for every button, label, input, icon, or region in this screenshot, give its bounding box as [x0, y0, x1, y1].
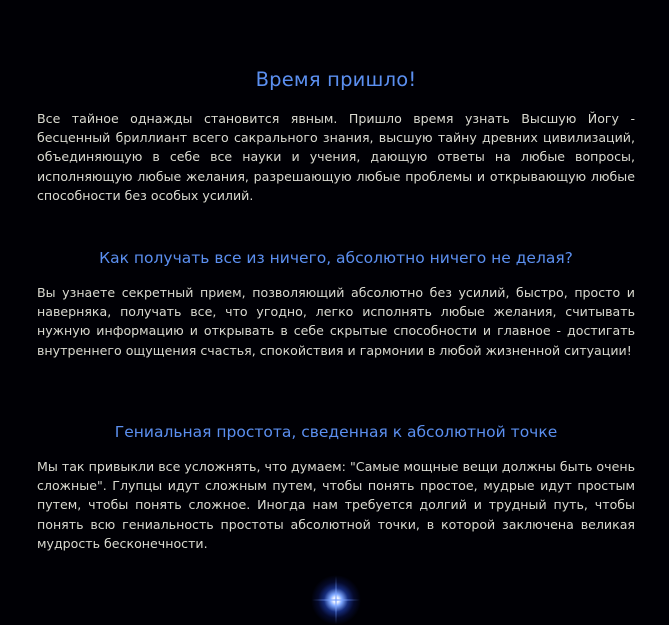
section-paragraph-nothing: Вы узнаете секретный прием, позволяющий абсолютно без усилий, быстро, просто и наверняка, получать все, что угодно, легко исполнять любые желания, считывать нужную информацию и открывать в себе скрытые способности и главное - достигать внутреннего ощущения счастья, спокойствия и гармонии в любой жизненной ситуации!	[37, 285, 635, 358]
glowing-star-icon	[311, 575, 361, 625]
section-paragraph-simplicity: Мы так привыкли все усложнять, что думаем: "Самые мощные вещи должны быть очень сложные". Глупцы идут сложным путем, чтобы понять простое, мудрые идут простым путем, чтобы понять сложное. Иногда нам требуется долгий и трудный путь, чтобы понять всю гениальность простоты абсолютной точки, в которой заключена великая мудрость бесконечности.	[37, 459, 635, 551]
section-heading-nothing: Как получать все из ничего, абсолютно ничего не делая?	[99, 249, 573, 267]
page-title: Время пришло!	[255, 68, 417, 91]
section-heading-simplicity: Гениальная простота, сведенная к абсолютной точке	[114, 423, 558, 441]
intro-paragraph: Все тайное однажды становится явным. Пришло время узнать Высшую Йогу - бесценный бриллиант всего сакрального знания, высшую тайну древних цивилизаций, объединяющую в себе все науки и учения, дающую ответы на любые вопросы, исполняющую любые желания, разрешающую любые проблемы и открывающую любые способности без особых усилий.	[37, 111, 635, 203]
